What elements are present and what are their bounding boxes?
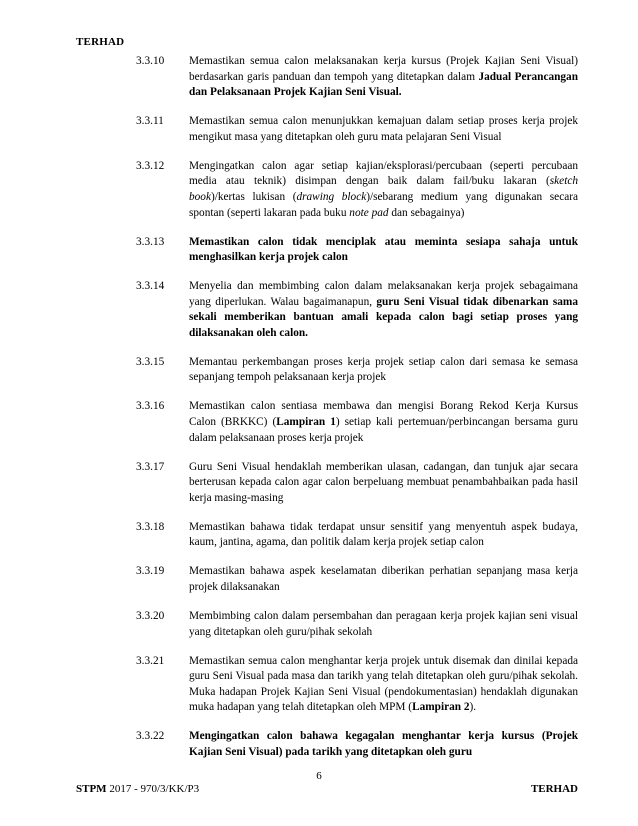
text-run: Guru Seni Visual hendaklah memberikan ulasan, cadangan, dan tunjuk ajar secara berterusan kepada calon agar calon berpeluang membuat penambahbaikan pada hasil kerja masing-masing bbox=[189, 460, 578, 504]
item-text bbox=[189, 729, 578, 760]
list-item bbox=[136, 235, 578, 266]
italic-text: note pad bbox=[349, 206, 389, 219]
list-item bbox=[136, 159, 578, 221]
item-number: 3.3.11 bbox=[136, 115, 164, 128]
bold-text: Jadual Perancangan dan Pelaksanaan Projek Kajian Seni Visual. bbox=[189, 70, 578, 99]
list-item bbox=[136, 729, 578, 760]
list-item bbox=[136, 564, 578, 595]
item-number: 3.3.18 bbox=[136, 520, 165, 533]
item-number: 3.3.20 bbox=[136, 609, 165, 622]
bold-text: Lampiran 1 bbox=[276, 416, 336, 429]
text-run: Membimbing calon dalam persembahan dan peragaan kerja projek kajian seni visual yang ditetapkan oleh guru/pihak sekolah bbox=[189, 609, 578, 638]
item-number: 3.3.19 bbox=[136, 565, 165, 578]
text-run: Memastikan semua calon melaksanakan kerja kursus (Projek Kajian Seni Visual) berdasarkan garis panduan dan tempoh yang ditetapkan dalam bbox=[189, 55, 578, 83]
item-text bbox=[189, 279, 578, 341]
text-run: Memastikan semua calon menunjukkan kemajuan dalam setiap proses kerja projek mengikut masa yang ditetapkan oleh guru mata pelajaran Seni Visual bbox=[189, 115, 578, 143]
item-number: 3.3.14 bbox=[136, 280, 165, 293]
item-number: 3.3.13 bbox=[136, 235, 165, 248]
list-item bbox=[136, 114, 578, 145]
list-item bbox=[136, 460, 578, 507]
item-text bbox=[189, 54, 578, 101]
item-number: 3.3.22 bbox=[136, 730, 165, 743]
page-footer bbox=[76, 783, 578, 795]
list-item bbox=[136, 609, 578, 640]
classification-footer: TERHAD bbox=[530, 783, 578, 795]
list-item bbox=[136, 520, 578, 551]
item-text bbox=[189, 460, 578, 507]
list-item bbox=[136, 399, 578, 446]
text-run: ). bbox=[469, 701, 477, 714]
item-number: 3.3.15 bbox=[136, 355, 165, 368]
list-item bbox=[136, 654, 578, 716]
text-run: dan sebagainya) bbox=[388, 206, 465, 219]
item-number: 3.3.10 bbox=[136, 55, 165, 67]
document-code bbox=[76, 783, 199, 795]
item-text bbox=[189, 654, 578, 716]
item-text bbox=[189, 159, 578, 221]
document-code-rest: 2017 - 970/3/KK/P3 bbox=[106, 783, 200, 795]
text-run: Memastikan bahawa tidak terdapat unsur sensitif yang menyentuh aspek budaya, kaum, jantina, agama, dan politik dalam kerja projek setiap calon bbox=[189, 520, 578, 549]
list-item bbox=[136, 355, 578, 386]
item-number: 3.3.21 bbox=[136, 654, 165, 667]
text-run: Memastikan calon sentiasa membawa dan mengisi Borang Rekod Kerja Kursus Calon (BRKKC) ( bbox=[189, 400, 578, 429]
text-run: )/sebarang medium yang digunakan secara spontan (seperti lakaran pada buku bbox=[189, 190, 579, 219]
item-number: 3.3.17 bbox=[136, 460, 165, 473]
text-run: )/kertas lukisan ( bbox=[210, 190, 297, 203]
item-text bbox=[189, 609, 578, 640]
classification-header: TERHAD bbox=[76, 36, 125, 48]
italic-text: drawing block bbox=[296, 190, 367, 203]
bold-text: Mengingatkan calon bahawa kegagalan menghantar kerja kursus (Projek Kajian Seni Visual) pada tarikh yang ditetapkan oleh guru bbox=[189, 730, 578, 758]
item-text bbox=[189, 235, 578, 266]
bold-text: guru Seni Visual tidak dibenarkan sama sekali memberikan bantuan amali kepada calon bagi setiap proses yang dilaksanakan oleh calon. bbox=[189, 295, 578, 339]
italic-text: sketch book bbox=[189, 175, 578, 203]
item-number: 3.3.16 bbox=[136, 400, 165, 413]
item-text bbox=[189, 520, 578, 551]
document-code-prefix: STPM bbox=[76, 783, 107, 795]
item-text bbox=[189, 564, 578, 595]
text-run: ) setiap kali pertemuan/perbincangan bersama guru dalam pelaksanaan proses kerja projek bbox=[189, 416, 578, 444]
item-number: 3.3.12 bbox=[136, 159, 165, 172]
text-run: Mengingatkan calon agar setiap kajian/eksplorasi/percubaan (seperti percubaan media atau teknik) disimpan dengan baik dalam fail/buku lakaran ( bbox=[189, 159, 578, 188]
bold-text: Lampiran 2 bbox=[412, 701, 470, 714]
page-number: 6 bbox=[316, 770, 322, 782]
item-text bbox=[189, 355, 578, 386]
list-item bbox=[136, 54, 578, 101]
item-text bbox=[189, 114, 578, 145]
text-run: Memastikan semua calon menghantar kerja projek untuk disemak dan dinilai kepada guru Seni Visual pada masa dan tarikh yang telah ditetapkan oleh guru/pihak sekolah. Muka hadapan Projek Kajian Seni Visual (pendokumentasian) hendaklah digunakan muka hadapan yang telah ditetapkan oleh MPM ( bbox=[189, 654, 578, 714]
instruction-list bbox=[136, 54, 578, 774]
item-text bbox=[189, 399, 578, 446]
bold-text: Memastikan calon tidak menciplak atau meminta sesiapa sahaja untuk menghasilkan kerja projek calon bbox=[189, 235, 578, 264]
text-run: Memantau perkembangan proses kerja projek setiap calon dari semasa ke semasa sepanjang tempoh pelaksanaan kerja projek bbox=[189, 355, 578, 384]
text-run: Memastikan bahawa aspek keselamatan diberikan perhatian sepanjang masa kerja projek dilaksanakan bbox=[189, 565, 578, 593]
list-item bbox=[136, 279, 578, 341]
text-run: Menyelia dan membimbing calon dalam melaksanakan kerja projek sebagaimana yang diperlukan. Walau bagaimanapun, bbox=[189, 280, 578, 308]
